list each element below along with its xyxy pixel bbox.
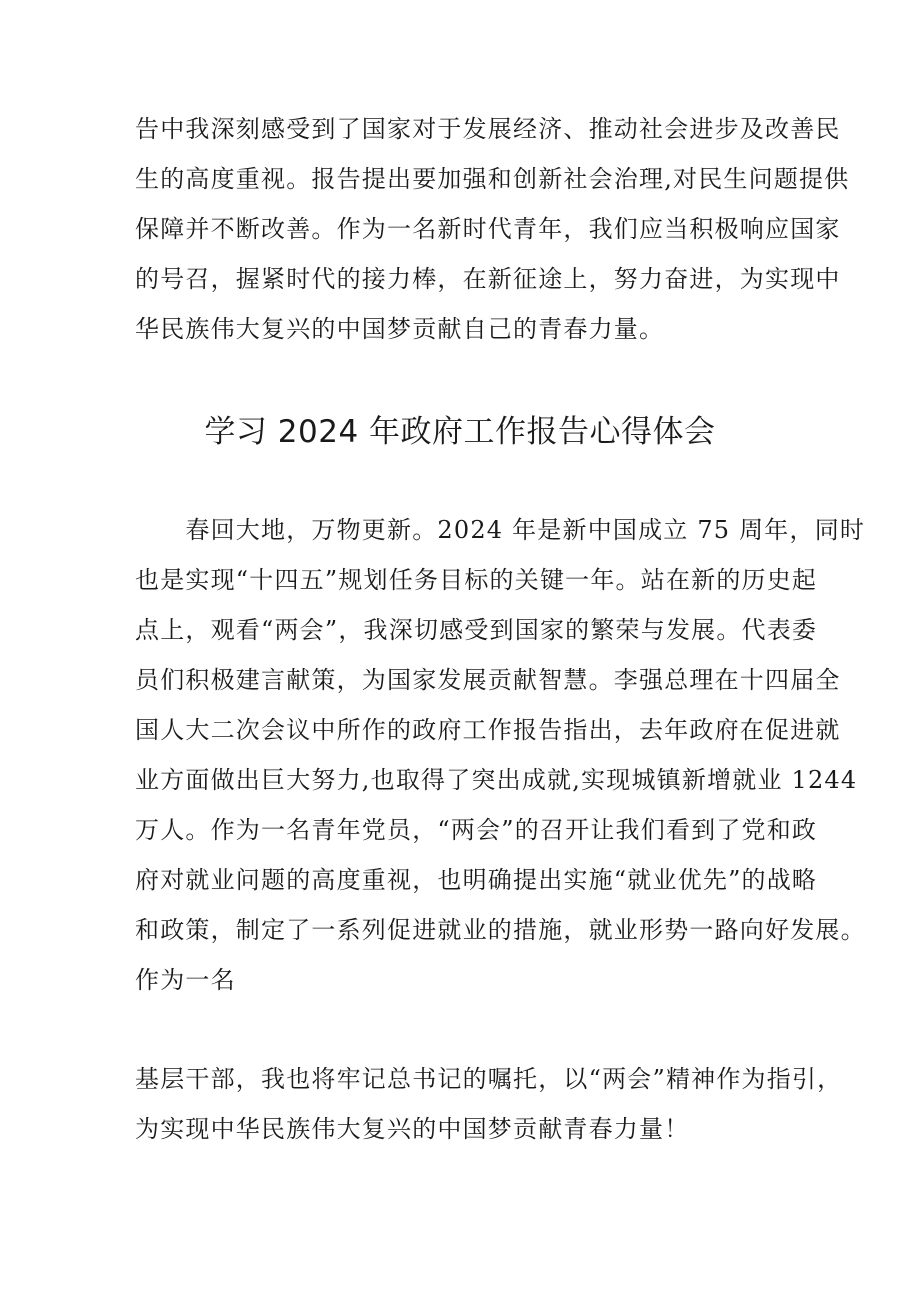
text-line: 员们积极建言献策，为国家发展贡献智慧。李强总理在十四届全 [135,666,841,694]
text-line: 和政策，制定了一系列促进就业的措施，就业形势一路向好发展。 [135,916,866,944]
text-line: 华民族伟大复兴的中国梦贡献自己的青春力量。 [135,315,665,343]
text-line: 业方面做出巨大努力,也取得了突出成就,实现城镇新增就业 1244 [135,766,858,794]
document-title: 学习 2024 年政府工作报告心得体会 [204,414,716,450]
text-line: 万人。作为一名青年党员，“两会”的召开让我们看到了党和政 [135,816,818,844]
text-line: 作为一名 [135,966,236,994]
text-line: 国人大二次会议中所作的政府工作报告指出，去年政府在促进就 [135,716,841,744]
text-line: 告中我深刻感受到了国家对于发展经济、推动社会进步及改善民 [135,115,841,143]
text-line: 也是实现“十四五”规划任务目标的关键一年。站在新的历史起 [135,566,818,594]
text-line: 为实现中华民族伟大复兴的中国梦贡献青春力量！ [135,1115,690,1143]
text-line: 点上，观看“两会”，我深切感受到国家的繁荣与发展。代表委 [135,616,818,644]
text-line: 府对就业问题的高度重视，也明确提出实施“就业优先”的战略 [135,866,818,894]
text-line: 春回大地，万物更新。2024 年是新中国成立 75 周年，同时 [135,516,866,544]
text-line: 基层干部，我也将牢记总书记的嘱托，以“两会”精神作为指引， [135,1065,843,1093]
text-line: 生的高度重视。报告提出要加强和创新社会治理,对民生问题提供 [135,165,850,193]
text-line: 的号召，握紧时代的接力棒，在新征途上，努力奋进，为实现中 [135,265,841,293]
text-line: 保障并不断改善。作为一名新时代青年，我们应当积极响应国家 [135,215,841,243]
